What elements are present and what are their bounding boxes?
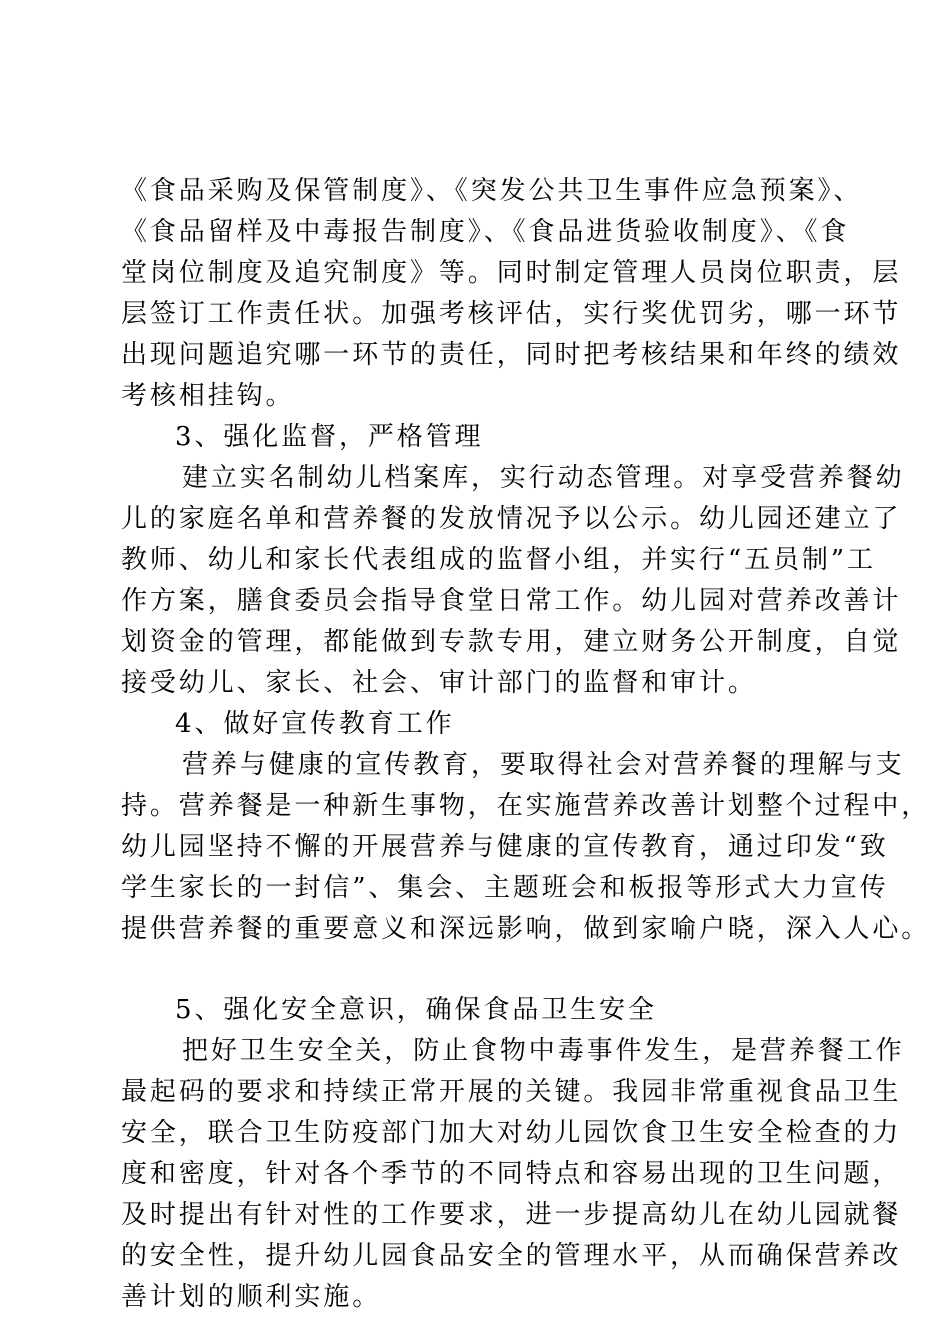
body-text-line: 学生家长的一封信”、集会、主题班会和板报等形式大力宣传 (121, 873, 889, 903)
body-text-line: 作方案，膳食委员会指导食堂日常工作。幼儿园对营养改善计 (121, 586, 902, 616)
body-text-line: 幼儿园坚持不懈的开展营养与健康的宣传教育，通过印发“致 (121, 832, 889, 862)
body-text-line: 划资金的管理，都能做到专款专用，建立财务公开制度，自觉 (121, 627, 902, 657)
body-text-line: 提供营养餐的重要意义和深远影响，做到家喻户晓，深入人心。 (121, 914, 931, 944)
body-text-line: 接受幼儿、家长、社会、审计部门的监督和审计。 (121, 668, 757, 698)
body-text-line: 层签订工作责任状。加强考核评估，实行奖优罚劣，哪一环节 (121, 299, 902, 329)
body-text-line: 最起码的要求和持续正常开展的关键。我园非常重视食品卫生 (121, 1077, 902, 1107)
body-text-line: 儿的家庭名单和营养餐的发放情况予以公示。幼儿园还建立了 (121, 504, 902, 534)
body-text-line: 把好卫生安全关，防止食物中毒事件发生，是营养餐工作 (182, 1036, 905, 1066)
section-heading-3: 3、强化监督，严格管理 (175, 422, 484, 452)
section-heading-5: 5、强化安全意识，确保食品卫生安全 (175, 995, 657, 1025)
body-text-line: 的安全性，提升幼儿园食品安全的管理水平，从而确保营养改 (121, 1241, 902, 1271)
body-text-line: 建立实名制幼儿档案库，实行动态管理。对享受营养餐幼 (182, 463, 905, 493)
section-heading-4: 4、做好宣传教育工作 (175, 709, 455, 739)
body-text-line: 出现问题追究哪一环节的责任，同时把考核结果和年终的绩效 (121, 340, 902, 370)
body-text-line: 及时提出有针对性的工作要求，进一步提高幼儿在幼儿园就餐 (121, 1200, 902, 1230)
body-text-line: 《食品采购及保管制度》、《突发公共卫生事件应急预案》、 (121, 176, 863, 206)
body-text-line: 《食品留样及中毒报告制度》、《食品进货验收制度》、《食 (121, 217, 850, 247)
body-text-line: 考核相挂钩。 (121, 381, 295, 411)
body-text-line: 持。营养餐是一种新生事物，在实施营养改善计划整个过程中， (121, 791, 931, 821)
body-text-line: 教师、幼儿和家长代表组成的监督小组，并实行“五员制”工 (121, 545, 876, 575)
body-text-line: 营养与健康的宣传教育，要取得社会对营养餐的理解与支 (182, 750, 905, 780)
body-text-line: 善计划的顺利实施。 (121, 1282, 382, 1312)
body-text-line: 度和密度，针对各个季节的不同特点和容易出现的卫生问题， (121, 1159, 902, 1189)
body-text-line: 安全，联合卫生防疫部门加大对幼儿园饮食卫生安全检查的力 (121, 1118, 902, 1148)
body-text-line: 堂岗位制度及追究制度》等。同时制定管理人员岗位职责，层 (121, 258, 902, 288)
